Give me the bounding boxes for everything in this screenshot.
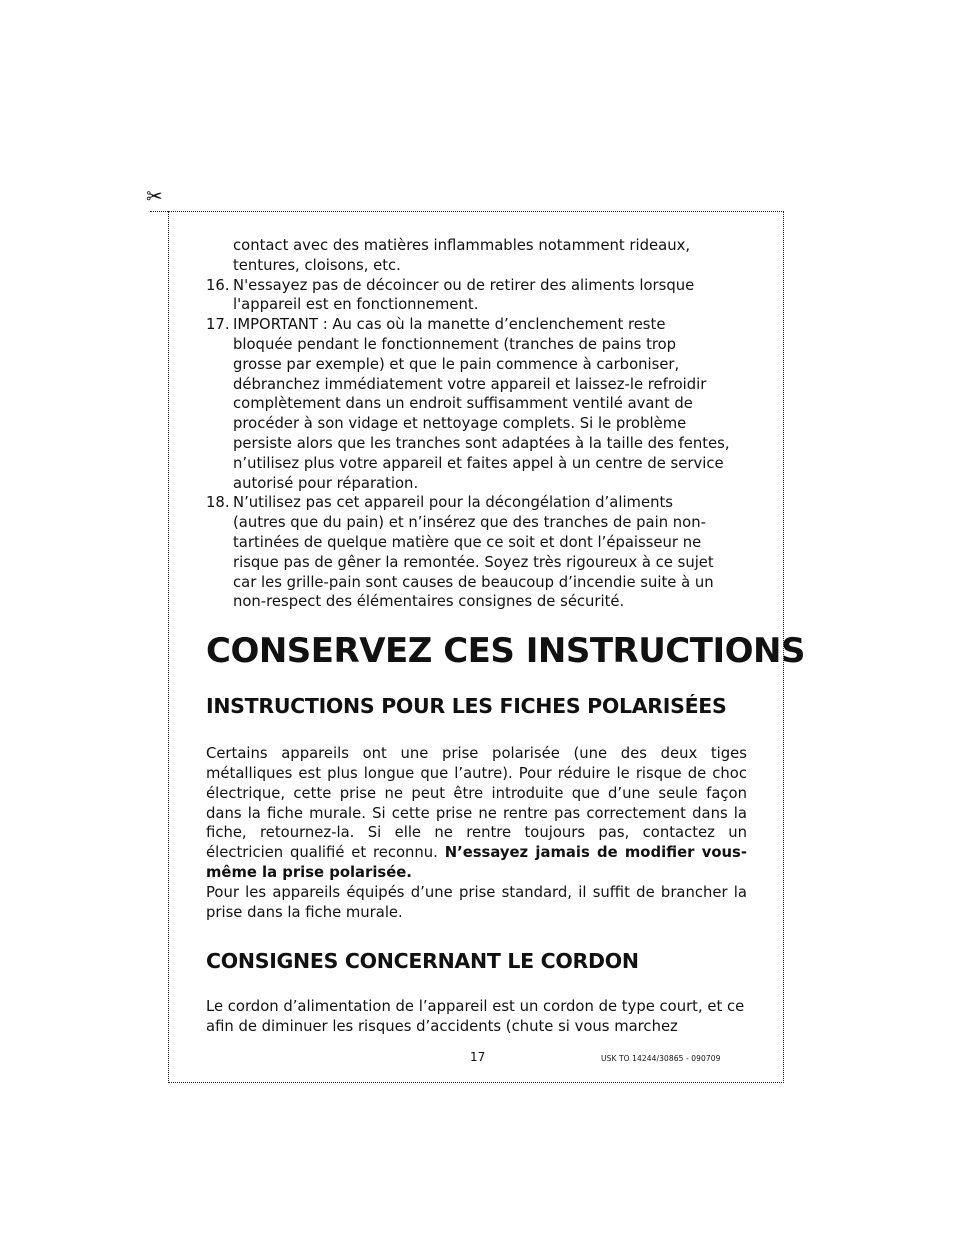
safety-list (206, 236, 747, 612)
standard-plug-paragraph: Pour les appareils équipés d’une prise standard, il suffit de brancher la prise dans la fiche murale. (206, 883, 747, 921)
list-line: complètement dans un endroit suffisamment ventilé avant de (233, 395, 693, 413)
list-line: tentures, cloisons, etc. (233, 256, 401, 274)
list-number: 16. (206, 276, 230, 294)
cord-heading: CONSIGNES CONCERNANT LE CORDON (206, 949, 639, 974)
list-line: N'essayez pas de décoincer ou de retirer des aliments lorsque (233, 276, 695, 294)
polarized-plug-text: Certains appareils ont une prise polarisée (une des deux tiges métalliques est plus longue que l’autre). Pour réduire le risque de choc électrique, cette prise ne peut être introduite que d’une seule façon dans la fiche murale. Si cette prise ne rentre pas correctement dans la fiche, retournez-la. Si elle ne rentre toujours pas, contactez un électricien qualifié et reconnu. (206, 745, 747, 862)
polarized-plug-heading: INSTRUCTIONS POUR LES FICHES POLARISÉES (206, 694, 727, 719)
cut-line-extension (150, 211, 170, 212)
list-line: bloquée pendant le fonctionnement (tranches de pains trop (233, 335, 677, 353)
list-line: car les grille-pain sont causes de beaucoup d’incendie suite à un (233, 573, 714, 591)
scissors-icon: ✂ (146, 184, 163, 208)
document-code: USK TO 14244/30865 - 090709 (601, 1054, 721, 1063)
list-item-continuation (206, 236, 747, 276)
list-line: procéder à son vidage et nettoyage complets. Si le problème (233, 415, 687, 433)
page-content (206, 236, 805, 1037)
page-number: 17 (470, 1050, 486, 1064)
list-item-17 (206, 315, 747, 493)
list-line: (autres que du pain) et n’insérez que des tranches de pain non- (233, 514, 706, 532)
polarized-plug-warning: N’essayez jamais de modifier vous-même la prise polarisée. (206, 844, 747, 881)
list-item-18 (206, 493, 747, 612)
list-line: tartinées de quelque matière que ce soit et dont l’épaisseur ne (233, 533, 702, 551)
list-line: IMPORTANT : Au cas où la manette d’enclenchement reste (233, 316, 666, 334)
list-line: N’utilisez pas cet appareil pour la décongélation d’aliments (233, 494, 673, 512)
list-line: persiste alors que les tranches sont adaptées à la taille des fentes, (233, 434, 730, 452)
list-line: autorisé pour réparation. (233, 474, 419, 492)
list-item-16 (206, 276, 747, 316)
list-number: 17. (206, 316, 230, 334)
list-line: débranchez immédiatement votre appareil et laissez-le refroidir (233, 375, 707, 393)
list-line: l'appareil est en fonctionnement. (233, 296, 479, 314)
list-line: non-respect des élémentaires consignes de sécurité. (233, 593, 625, 611)
list-number: 18. (206, 494, 230, 512)
list-line: grosse par exemple) et que le pain commence à carboniser, (233, 355, 680, 373)
list-line: contact avec des matières inflammables notamment rideaux, (233, 237, 691, 254)
list-line: risque pas de gêner la remontée. Soyez très rigoureux à ce sujet (233, 553, 714, 571)
list-line: n’utilisez plus votre appareil et faites appel à un centre de service (233, 454, 724, 472)
main-title: CONSERVEZ CES INSTRUCTIONS (206, 631, 805, 672)
polarized-plug-paragraph (206, 744, 747, 883)
cord-paragraph: Le cordon d’alimentation de l’appareil est un cordon de type court, et ce afin de diminuer les risques d’accidents (chute si vous marchez (206, 998, 745, 1036)
